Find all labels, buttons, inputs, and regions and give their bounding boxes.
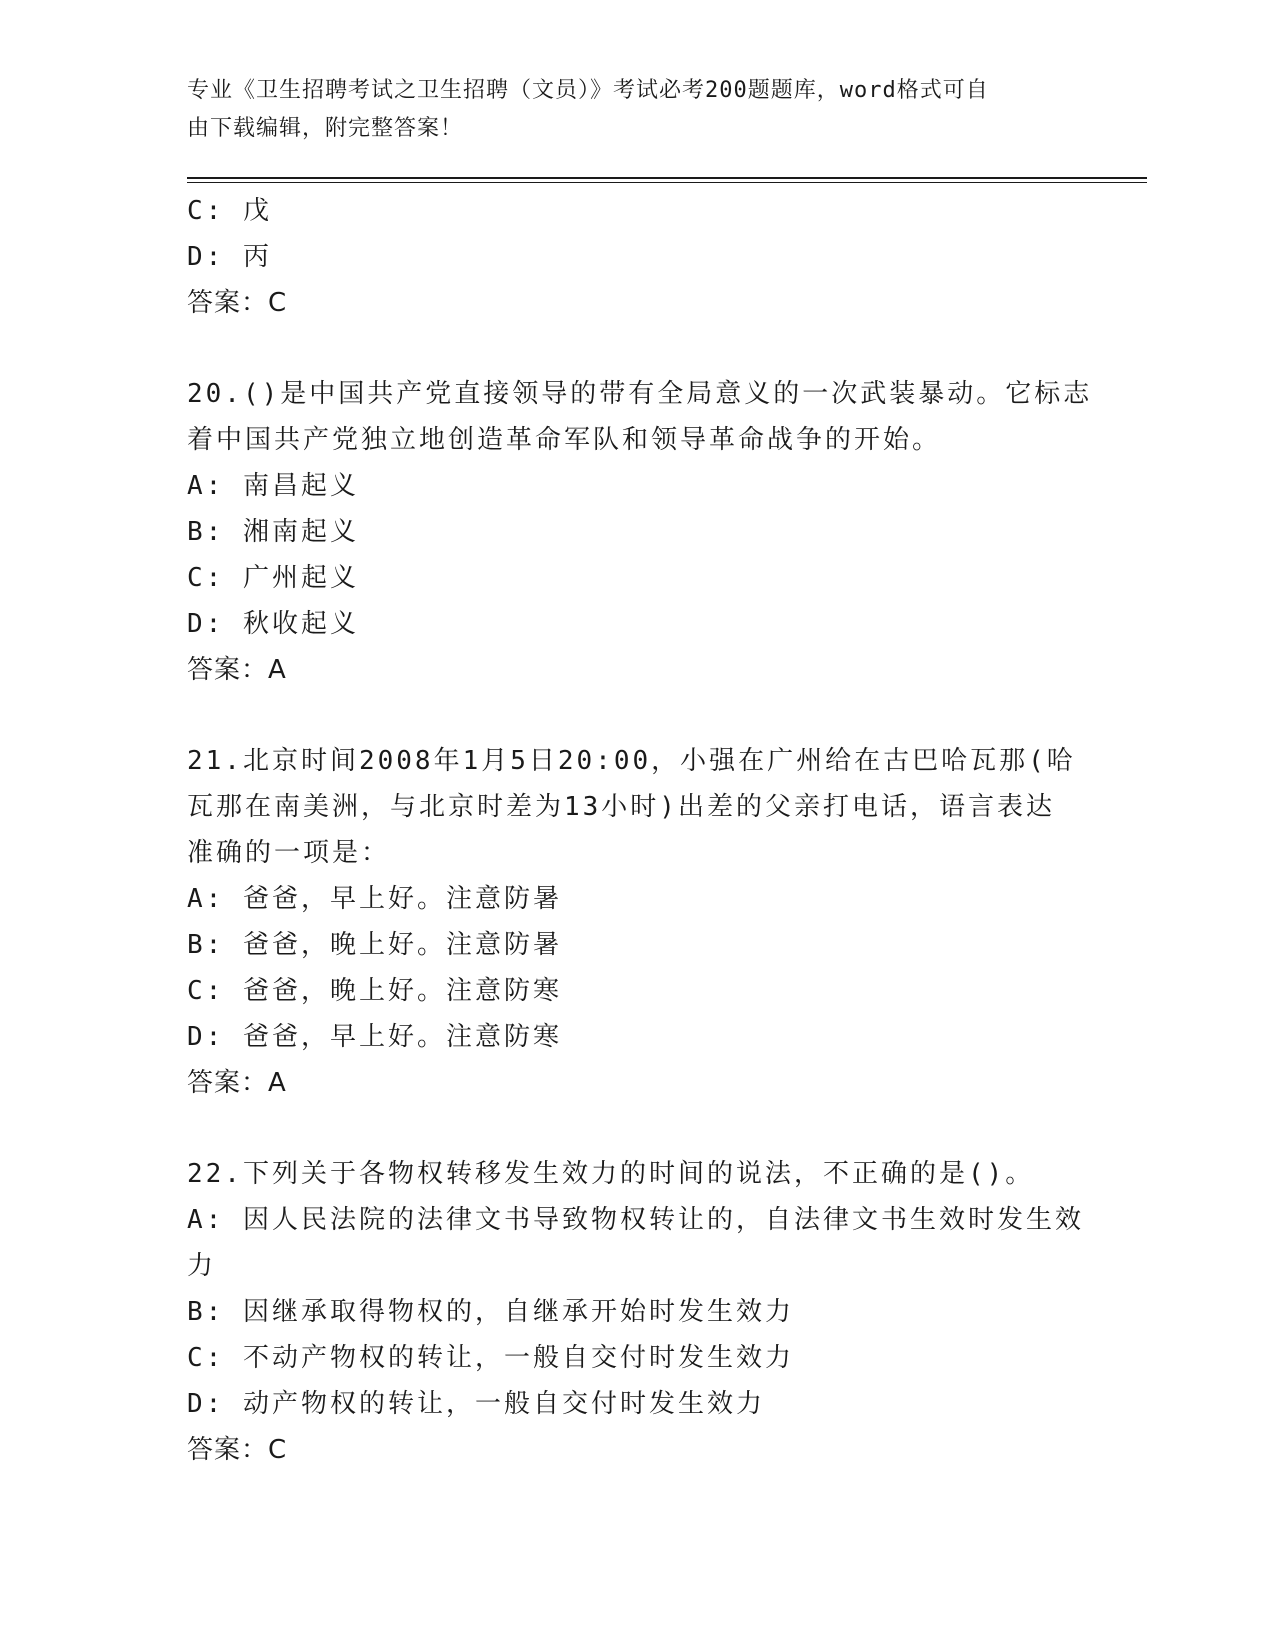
option-a: A: 因人民法院的法律文书导致物权转让的，自法律文书生效时发生效 xyxy=(187,1205,1084,1235)
question-20 xyxy=(187,371,1093,693)
question-stem-line: 准确的一项是： xyxy=(187,838,391,868)
option-d: D: 爸爸，早上好。注意防寒 xyxy=(187,1022,562,1052)
option-a: A: 爸爸，早上好。注意防暑 xyxy=(187,884,562,914)
option-c: C: 不动产物权的转让，一般自交付时发生效力 xyxy=(187,1343,794,1373)
question-stem-line: 21.北京时间2008年1月5日20:00，小强在广州给在古巴哈瓦那(哈 xyxy=(187,746,1076,776)
option-b: B: 爸爸，晚上好。注意防暑 xyxy=(187,930,562,960)
answer-line: 答案：A xyxy=(187,1068,287,1098)
header-divider xyxy=(187,177,1147,179)
question-22 xyxy=(187,1151,1084,1473)
option-a-continuation: 力 xyxy=(187,1251,217,1281)
document-header xyxy=(187,72,1057,148)
question-list xyxy=(187,188,1093,1473)
question-19-tail xyxy=(187,188,1067,326)
answer-line: 答案：C xyxy=(187,1435,288,1465)
option-b: B: 湘南起义 xyxy=(187,517,359,547)
question-stem-line: 瓦那在南美洲，与北京时差为13小时)出差的父亲打电话，语言表达 xyxy=(187,792,1055,822)
option-d: D: 秋收起义 xyxy=(187,609,359,639)
question-stem-line: 22.下列关于各物权转移发生效力的时间的说法，不正确的是()。 xyxy=(187,1159,1035,1189)
option-c: C: 爸爸，晚上好。注意防寒 xyxy=(187,976,562,1006)
header-divider-thin xyxy=(187,182,1147,183)
answer-line: 答案：A xyxy=(187,655,287,685)
option-d: D: 动产物权的转让，一般自交付时发生效力 xyxy=(187,1389,765,1419)
option-a: A: 南昌起义 xyxy=(187,471,359,501)
header-line-1: 专业《卫生招聘考试之卫生招聘（文员）》考试必考200题题库，word格式可自 xyxy=(187,78,989,103)
header-line-2: 由下载编辑，附完整答案！ xyxy=(187,116,464,141)
question-21 xyxy=(187,738,1076,1106)
option-b: B: 因继承取得物权的，自继承开始时发生效力 xyxy=(187,1297,794,1327)
option-c: C: 戊 xyxy=(187,196,272,226)
question-stem-line: 20.()是中国共产党直接领导的带有全局意义的一次武装暴动。它标志 xyxy=(187,379,1093,409)
answer-line: 答案：C xyxy=(187,288,288,318)
option-d: D: 丙 xyxy=(187,242,272,272)
question-stem-line: 着中国共产党独立地创造革命军队和领导革命战争的开始。 xyxy=(187,425,942,455)
option-c: C: 广州起义 xyxy=(187,563,359,593)
